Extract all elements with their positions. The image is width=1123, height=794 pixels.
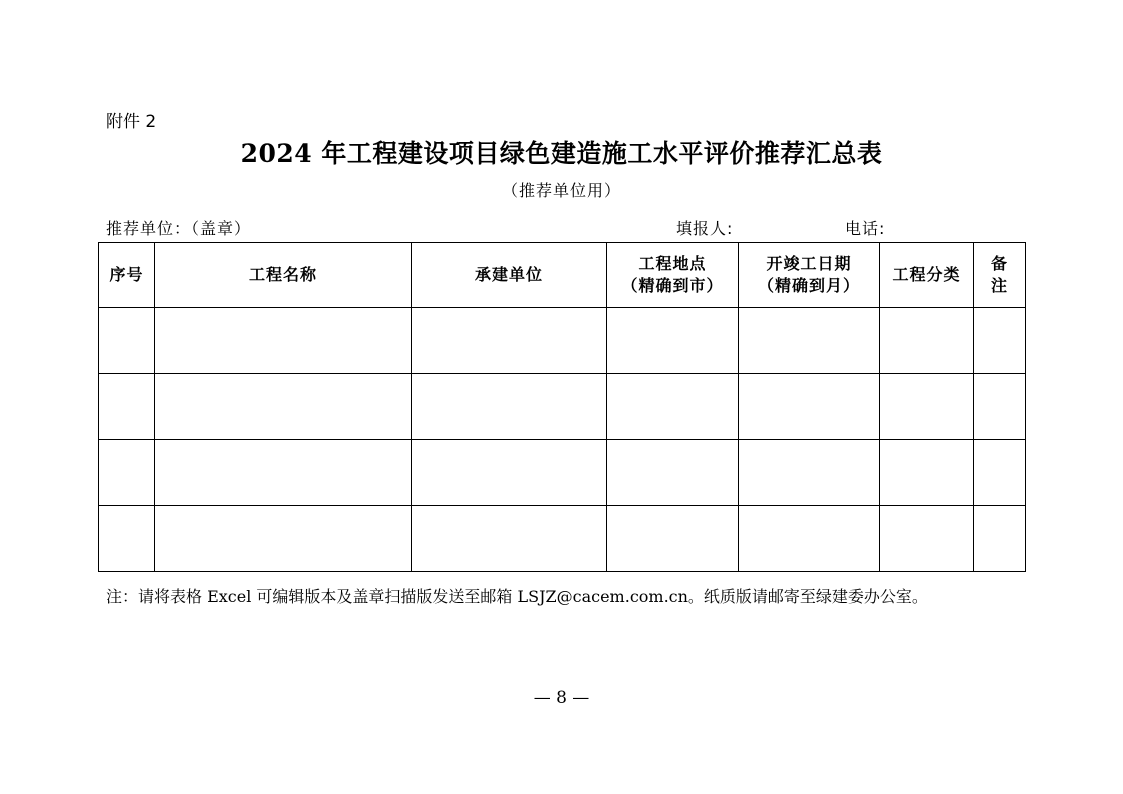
filler-label: 填报人: — [676, 219, 734, 238]
table-cell[interactable] — [99, 374, 155, 440]
table-cell[interactable] — [974, 308, 1026, 374]
table-cell[interactable] — [155, 374, 412, 440]
table-cell[interactable] — [739, 506, 880, 572]
phone-label: 电话: — [845, 219, 886, 238]
header-project-location: 工程地点 （精确到市） — [607, 243, 739, 308]
table-cell[interactable] — [412, 440, 607, 506]
table-cell[interactable] — [880, 506, 974, 572]
table-cell[interactable] — [974, 440, 1026, 506]
table-cell[interactable] — [607, 374, 739, 440]
table-cell[interactable] — [880, 440, 974, 506]
header-contractor: 承建单位 — [412, 243, 607, 308]
table-cell[interactable] — [155, 440, 412, 506]
table-row — [99, 308, 1026, 374]
table-row — [99, 506, 1026, 572]
table-cell[interactable] — [607, 440, 739, 506]
table-cell[interactable] — [739, 374, 880, 440]
header-remarks: 备 注 — [974, 243, 1026, 308]
table-row — [99, 374, 1026, 440]
attachment-label: 附件 2 — [106, 112, 157, 132]
table-cell[interactable] — [412, 308, 607, 374]
table-cell[interactable] — [99, 440, 155, 506]
table-cell[interactable] — [607, 506, 739, 572]
table-cell[interactable] — [99, 308, 155, 374]
table-cell[interactable] — [412, 374, 607, 440]
document-title: 2024 年工程建设项目绿色建造施工水平评价推荐汇总表 — [240, 139, 883, 168]
recommending-unit-label: 推荐单位：（盖章） — [106, 219, 252, 238]
table-cell[interactable] — [739, 440, 880, 506]
page-number: — 8 — — [533, 688, 590, 708]
submission-note: 注：请将表格 Excel 可编辑版本及盖章扫描版发送至邮箱 LSJZ@cacem.com.cn。纸质版请邮寄至绿建委办公室。 — [106, 587, 928, 606]
table-cell[interactable] — [974, 506, 1026, 572]
table-cell[interactable] — [880, 308, 974, 374]
header-project-category: 工程分类 — [880, 243, 974, 308]
header-start-completion-date: 开竣工日期 （精确到月） — [739, 243, 880, 308]
table-cell[interactable] — [99, 506, 155, 572]
summary-table — [98, 242, 1026, 572]
table-cell[interactable] — [155, 308, 412, 374]
header-serial-number: 序号 — [99, 243, 155, 308]
header-project-name: 工程名称 — [155, 243, 412, 308]
table-cell[interactable] — [607, 308, 739, 374]
table-cell[interactable] — [412, 506, 607, 572]
table-row — [99, 440, 1026, 506]
table-cell[interactable] — [155, 506, 412, 572]
table-cell[interactable] — [739, 308, 880, 374]
table-cell[interactable] — [974, 374, 1026, 440]
document-subtitle: （推荐单位用） — [501, 181, 621, 200]
table-header-row — [99, 243, 1026, 308]
table-cell[interactable] — [880, 374, 974, 440]
